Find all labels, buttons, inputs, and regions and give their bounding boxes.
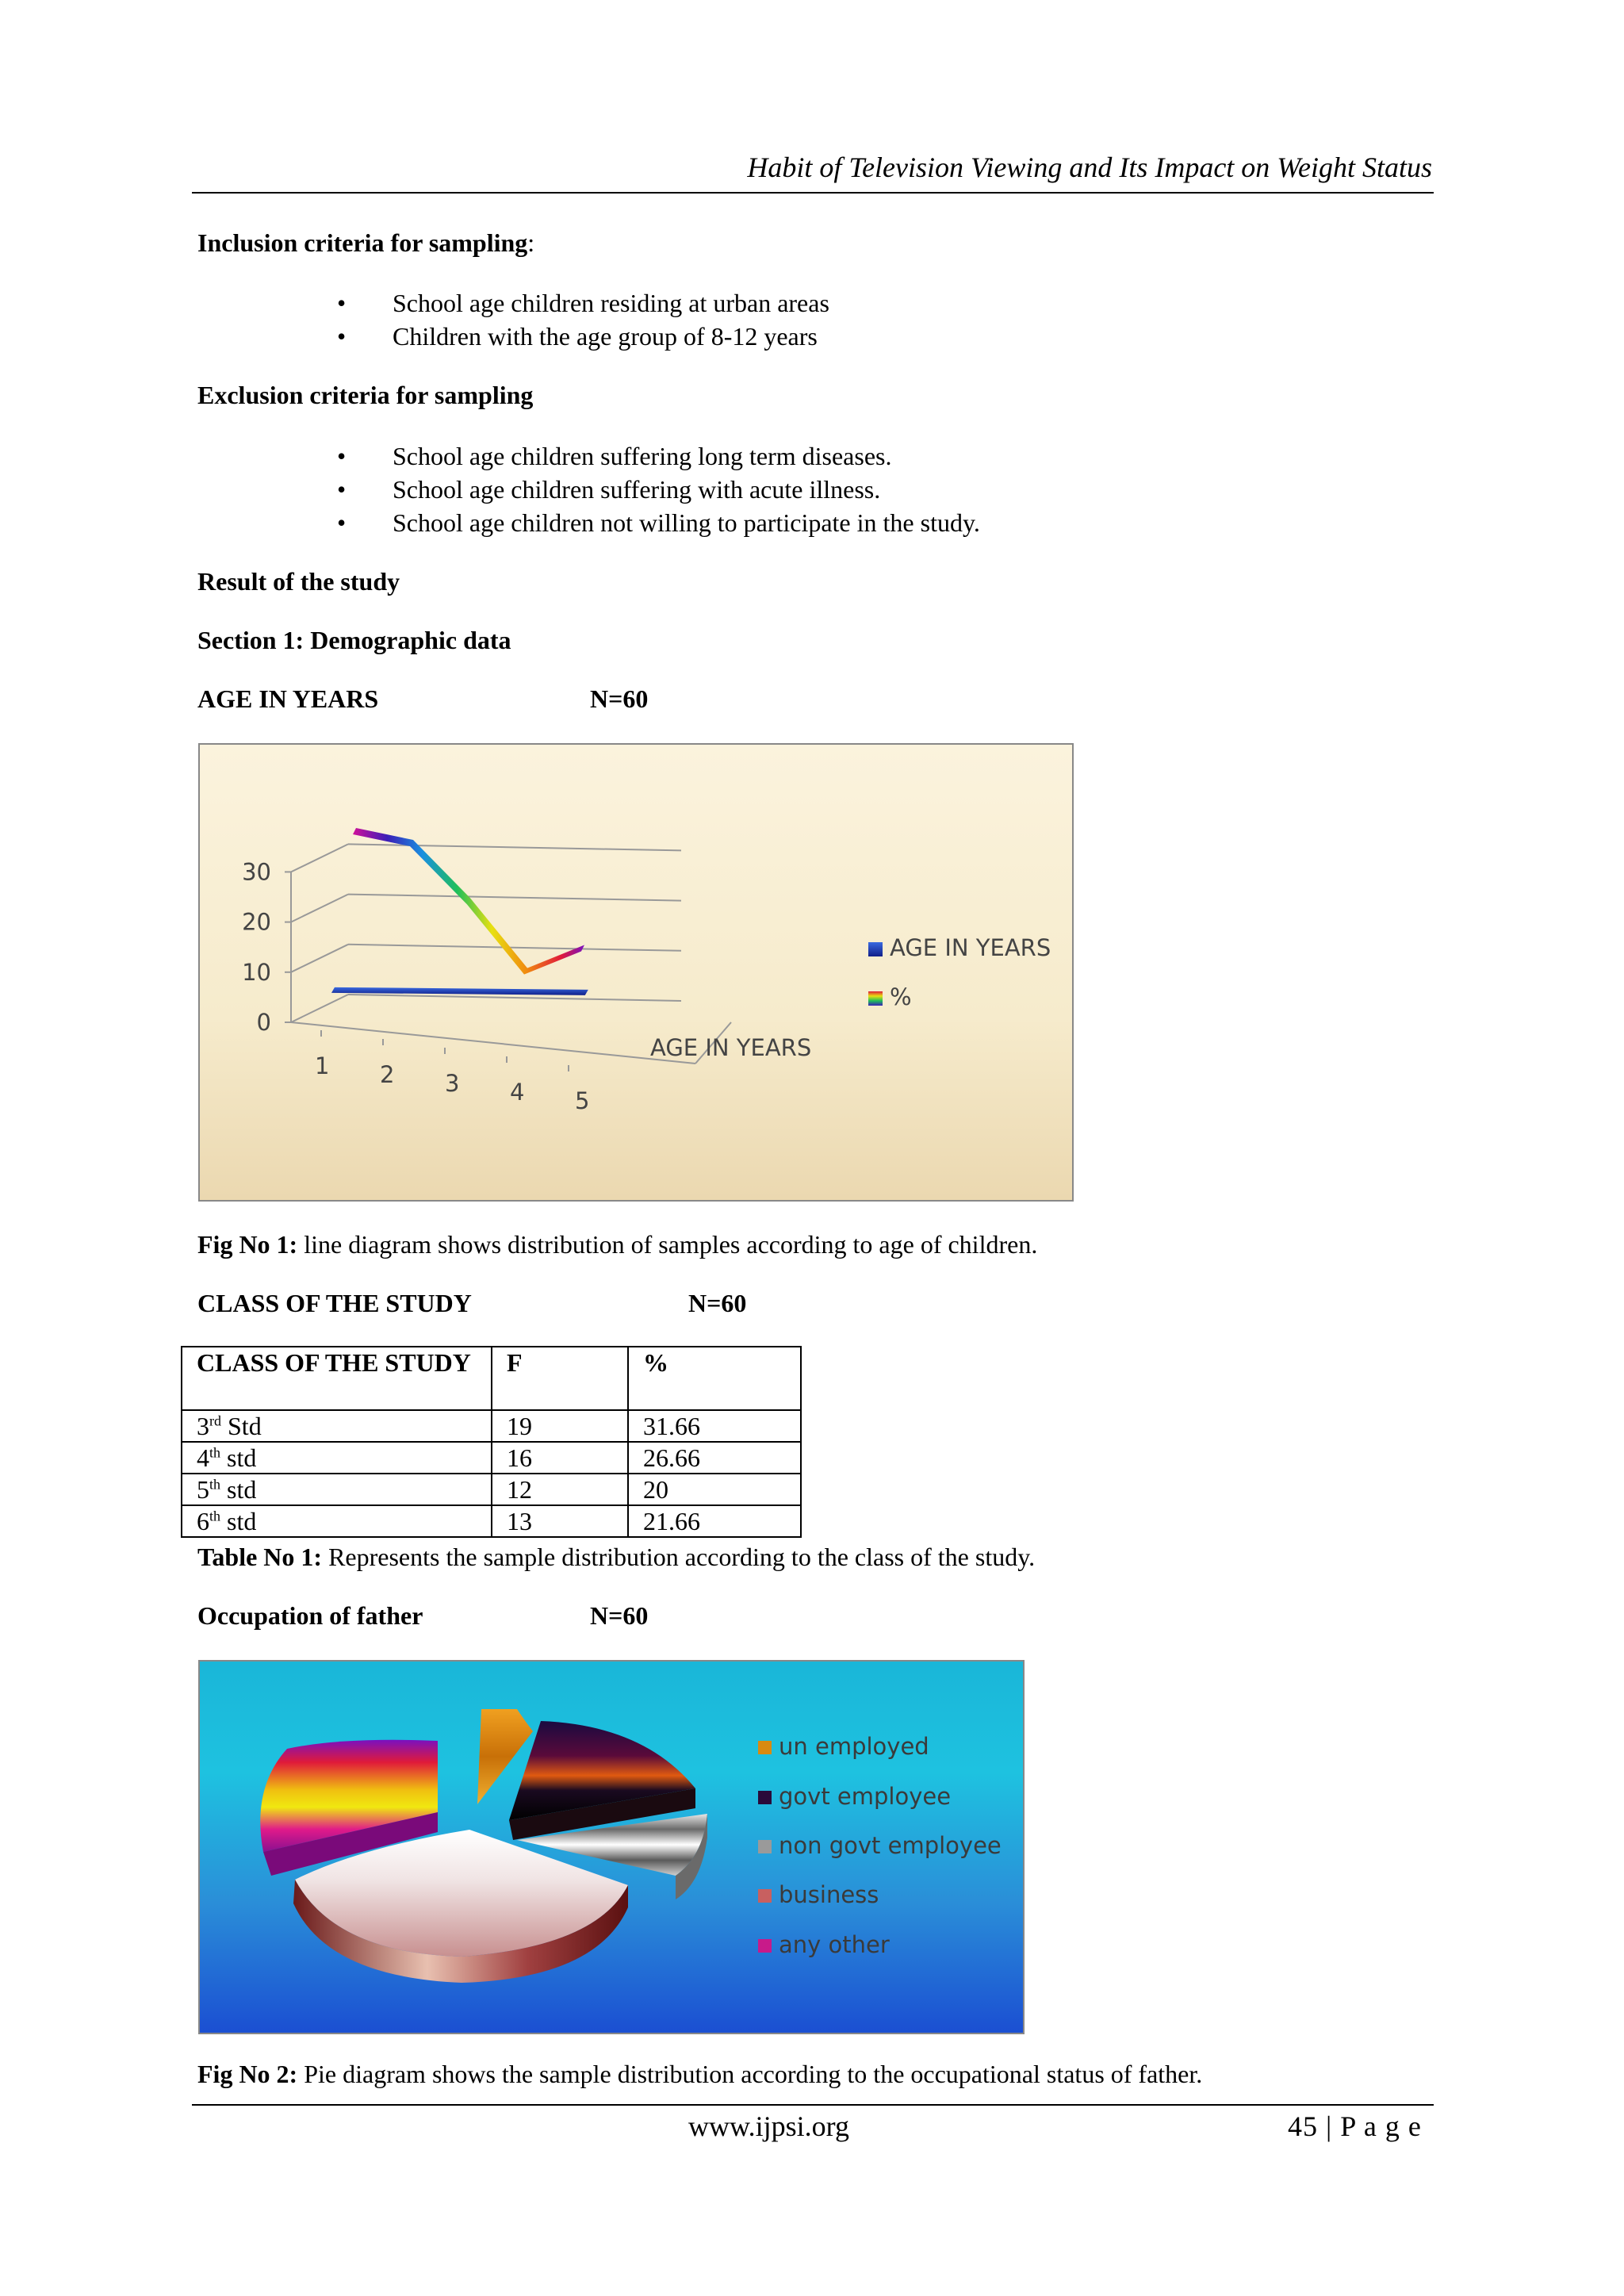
age-line-chart bbox=[198, 743, 1074, 1202]
fig1-text: line diagram shows distribution of samples according to age of children. bbox=[297, 1230, 1038, 1259]
x-tick-label: 2 bbox=[380, 1061, 395, 1088]
legend-label-business: business bbox=[779, 1881, 879, 1908]
fig2-text: Pie diagram shows the sample distribution according to the occupational status of father. bbox=[297, 2060, 1203, 2088]
x-tick-label: 4 bbox=[510, 1079, 525, 1106]
inclusion-item: • School age children residing at urban areas bbox=[337, 286, 829, 320]
legend-swatch-percent bbox=[868, 991, 883, 1006]
y-tick-label: 10 bbox=[242, 958, 271, 986]
inclusion-heading-line bbox=[197, 228, 534, 258]
footer-site: www.ijpsi.org bbox=[688, 2110, 850, 2142]
class-num: 4 bbox=[197, 1443, 209, 1472]
table-cell-pct: 20 bbox=[628, 1474, 801, 1505]
y-tick-label: 0 bbox=[256, 1009, 271, 1036]
father-label: Occupation of father bbox=[197, 1601, 423, 1630]
table-cell-f: 19 bbox=[492, 1410, 628, 1442]
grid-back-line bbox=[348, 844, 681, 850]
age-n: N=60 bbox=[590, 684, 649, 713]
chart-grid bbox=[291, 844, 681, 1022]
legend-swatch-any-other bbox=[758, 1939, 772, 1953]
class-num: 5 bbox=[197, 1475, 209, 1504]
table1-caption-label: Table No 1: bbox=[197, 1543, 323, 1571]
table-cell-f: 13 bbox=[492, 1505, 628, 1537]
father-n: N=60 bbox=[590, 1601, 649, 1630]
class-rest: std bbox=[220, 1507, 257, 1535]
table-row bbox=[182, 1474, 801, 1505]
inclusion-colon: : bbox=[527, 228, 535, 257]
class-rest: std bbox=[220, 1443, 257, 1472]
series-age-in-years bbox=[331, 987, 588, 995]
section1-heading: Section 1: Demographic data bbox=[197, 626, 511, 654]
age-line-chart-svg bbox=[200, 745, 1072, 1200]
exclusion-heading: Exclusion criteria for sampling bbox=[197, 381, 534, 409]
footer-rule bbox=[192, 2104, 1434, 2106]
table-header-class: CLASS OF THE STUDY bbox=[182, 1347, 492, 1410]
fig1-caption bbox=[197, 1229, 1037, 1259]
grid-back-line bbox=[348, 945, 681, 951]
legend-label-age: AGE IN YEARS bbox=[890, 934, 1051, 961]
grid-side-line bbox=[291, 844, 348, 872]
class-num: 6 bbox=[197, 1507, 209, 1535]
legend-label-non-govt-employee: non govt employee bbox=[779, 1832, 1002, 1859]
class-num: 3 bbox=[197, 1412, 209, 1440]
class-rest: std bbox=[220, 1475, 257, 1504]
legend-swatch-un-employed bbox=[758, 1741, 772, 1754]
series-age-ribbon bbox=[331, 987, 588, 995]
grid-side-line bbox=[291, 895, 348, 922]
table-row bbox=[182, 1410, 801, 1442]
exclusion-item: • School age children not willing to participate in the study. bbox=[337, 506, 980, 539]
grid-side-line bbox=[291, 945, 348, 972]
footer-page-number: 45 | P a g e bbox=[1288, 2110, 1422, 2142]
table-row bbox=[182, 1505, 801, 1537]
age-label: AGE IN YEARS bbox=[197, 684, 379, 713]
class-n: N=60 bbox=[688, 1289, 747, 1317]
table-cell-class bbox=[182, 1474, 492, 1505]
legend-label-govt-employee: govt employee bbox=[779, 1783, 952, 1810]
fig1-label: Fig No 1: bbox=[197, 1230, 298, 1259]
exclusion-list bbox=[337, 439, 980, 539]
chart-legend bbox=[868, 934, 1051, 1010]
table-cell-pct: 26.66 bbox=[628, 1442, 801, 1474]
exclusion-item: • School age children suffering with acute illness. bbox=[337, 473, 980, 506]
table-cell-class bbox=[182, 1505, 492, 1537]
x-tick-label: 1 bbox=[315, 1052, 330, 1079]
inclusion-list bbox=[337, 286, 829, 353]
pie-legend bbox=[758, 1733, 1002, 1958]
legend-label-percent: % bbox=[890, 983, 912, 1010]
x-tick-label: 3 bbox=[445, 1070, 460, 1097]
table-cell-f: 12 bbox=[492, 1474, 628, 1505]
table-header-row bbox=[182, 1347, 801, 1410]
x-tick-label: 5 bbox=[575, 1087, 590, 1114]
occupation-pie-chart bbox=[198, 1660, 1025, 2034]
class-label: CLASS OF THE STUDY bbox=[197, 1289, 472, 1317]
y-axis-ticks bbox=[242, 858, 291, 1036]
table-cell-pct: 21.66 bbox=[628, 1505, 801, 1537]
class-rest: Std bbox=[221, 1412, 262, 1440]
series-percent bbox=[353, 828, 584, 975]
table1-caption-text: Represents the sample distribution according to the class of the study. bbox=[322, 1543, 1036, 1571]
table-cell-class bbox=[182, 1410, 492, 1442]
inclusion-heading: Inclusion criteria for sampling bbox=[197, 228, 528, 257]
table-header-f: F bbox=[492, 1347, 628, 1410]
table1-caption bbox=[197, 1542, 1035, 1572]
exclusion-item: • School age children suffering long term diseases. bbox=[337, 439, 980, 473]
y-tick-label: 30 bbox=[242, 858, 271, 886]
table-header-pct: % bbox=[628, 1347, 801, 1410]
x-axis-line bbox=[291, 1022, 695, 1064]
legend-swatch-age bbox=[868, 942, 883, 956]
class-sup: th bbox=[209, 1508, 221, 1524]
grid-back-line bbox=[348, 995, 681, 1001]
legend-label-un-employed: un employed bbox=[779, 1733, 929, 1760]
legend-label-any-other: any other bbox=[779, 1931, 890, 1958]
x-axis-ticks bbox=[315, 1030, 589, 1114]
table-cell-class bbox=[182, 1442, 492, 1474]
inclusion-item: • Children with the age group of 8-12 years bbox=[337, 320, 829, 353]
legend-swatch-non-govt-employee bbox=[758, 1840, 772, 1853]
table-cell-pct: 31.66 bbox=[628, 1410, 801, 1442]
header-rule bbox=[192, 192, 1434, 194]
legend-swatch-govt-employee bbox=[758, 1791, 772, 1804]
fig2-caption bbox=[197, 2059, 1202, 2089]
class-sup: rd bbox=[209, 1412, 221, 1429]
x-axis-label: AGE IN YEARS bbox=[650, 1034, 812, 1061]
running-title: Habit of Television Viewing and Its Impact on Weight Status bbox=[747, 151, 1432, 183]
table-cell-f: 16 bbox=[492, 1442, 628, 1474]
occupation-pie-svg bbox=[200, 1662, 1023, 2033]
class-table bbox=[181, 1346, 802, 1538]
y-tick-label: 20 bbox=[242, 908, 271, 936]
grid-back-line bbox=[348, 895, 681, 901]
class-sup: th bbox=[209, 1476, 221, 1493]
table-row bbox=[182, 1442, 801, 1474]
result-heading: Result of the study bbox=[197, 567, 400, 596]
series-percent-ribbon bbox=[353, 828, 584, 975]
grid-side-line bbox=[291, 995, 348, 1022]
class-sup: th bbox=[209, 1444, 221, 1461]
legend-swatch-business bbox=[758, 1889, 772, 1903]
fig2-label: Fig No 2: bbox=[197, 2060, 298, 2088]
